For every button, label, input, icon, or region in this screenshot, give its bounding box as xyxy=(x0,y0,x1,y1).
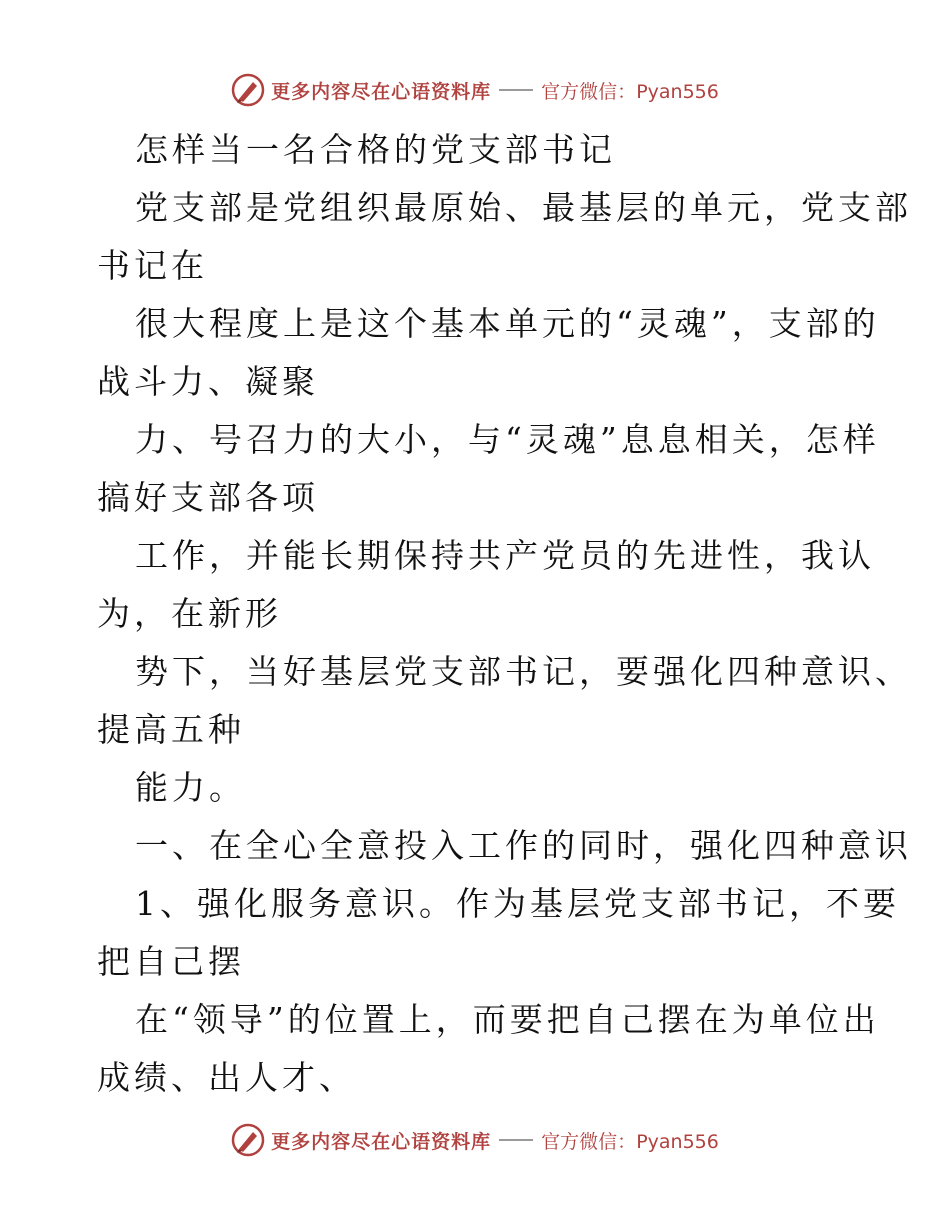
text-line: 成绩、出人才、 xyxy=(97,1058,356,1097)
text-line: 为，在新形 xyxy=(97,594,282,633)
header-banner xyxy=(0,70,950,110)
wechat-label: 官方微信：Pyan556 xyxy=(541,80,719,103)
text-line: 搞好支部各项 xyxy=(97,478,319,517)
text-line: 力、号召力的大小，与“灵魂”息息相关，怎样 xyxy=(135,420,880,459)
text-line: 提高五种 xyxy=(97,710,245,749)
text-line: 把自己摆 xyxy=(97,942,245,981)
text-line: 在“领导”的位置上，而要把自己摆在为单位出 xyxy=(135,1000,880,1039)
wechat-label: 官方微信：Pyan556 xyxy=(541,1130,719,1153)
pen-logo-icon xyxy=(231,73,265,107)
text-line: 战斗力、凝聚 xyxy=(97,362,319,401)
text-line: 能力。 xyxy=(135,768,246,807)
banner-divider xyxy=(499,89,533,91)
article-title: 怎样当一名合格的党支部书记 xyxy=(135,130,616,169)
footer-banner xyxy=(0,1120,950,1160)
brand-text: 更多内容尽在心语资料库 xyxy=(271,80,492,103)
brand-text: 更多内容尽在心语资料库 xyxy=(271,1130,492,1153)
banner-divider xyxy=(499,1139,533,1141)
section-heading: 一、在全心全意投入工作的同时，强化四种意识 xyxy=(135,826,912,865)
text-line: 很大程度上是这个基本单元的“灵魂”，支部的 xyxy=(135,304,880,343)
text-line: 1、强化服务意识。作为基层党支部书记，不要 xyxy=(135,884,900,923)
text-line: 工作，并能长期保持共产党员的先进性，我认 xyxy=(135,536,875,575)
text-line: 势下，当好基层党支部书记，要强化四种意识、 xyxy=(135,652,912,691)
text-line: 党支部是党组织最原始、最基层的单元，党支部 xyxy=(135,188,912,227)
text-line: 书记在 xyxy=(97,246,208,285)
pen-logo-icon xyxy=(231,1123,265,1157)
